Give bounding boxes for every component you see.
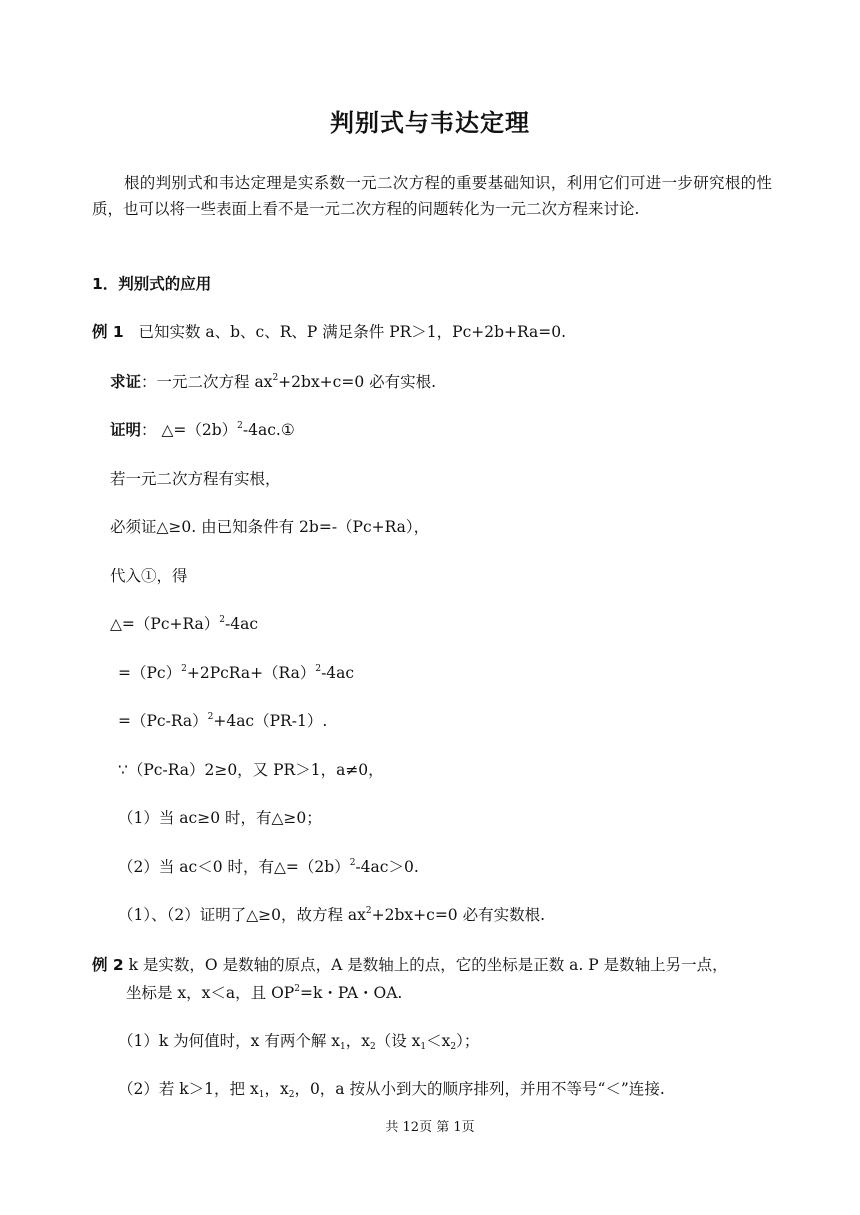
page-footer: 共 12页 第 1页 xyxy=(385,1120,475,1135)
proof-line: 必须证△≥0. 由已知条件有 2b=-（Pc+Ra）， xyxy=(110,518,430,536)
proof-line: $=(Pc)^2+2PcRa+(Ra)^2-4ac$ xyxy=(118,664,355,682)
proof-line: （2）当 ac＜0 时，有$\triangle=(2b)^2-4ac>0$. xyxy=(118,858,419,876)
proof-line: 若一元二次方程有实根， xyxy=(110,470,281,488)
example-2-question-2: （2）若 k＞1，把 $x_1$，$x_2$，0，a 按从小到大的顺序排列，并用不等号“＜”连接. xyxy=(118,1080,665,1100)
prove-statement: 求证：一元二次方程 $ax^2+2bx+c=0$ 必有实根. xyxy=(110,373,437,391)
example-2-label: 例 2 xyxy=(92,956,124,974)
proof-line: 代入①，得 xyxy=(110,567,188,585)
example-2-statement-cont: 坐标是 x，x＜a，且 $OP^2=k$・PA・OA. xyxy=(126,984,403,1002)
proof-line: （1）当 ac≥0 时，有△≥0； xyxy=(118,809,322,827)
proof-label: 证明 xyxy=(110,421,142,439)
prove-label: 求证 xyxy=(110,373,142,391)
section-heading: 1．判别式的应用 xyxy=(92,275,212,293)
proof-start: 证明： $\triangle=(2b)^2-4ac.①$ xyxy=(110,421,295,439)
example-2-question-1: （1）k 为何值时，x 有两个解 $x_1$，$x_2$（设 $x_1<x_2$）； xyxy=(118,1032,480,1052)
proof-line: $=(Pc-Ra)^2+4ac(PR-1)$. xyxy=(118,712,328,730)
intro-paragraph: 根的判别式和韦达定理是实系数一元二次方程的重要基础知识，利用它们可进一步研究根的性质，也可以将一些表面上看不是一元二次方程的问题转化为一元二次方程来讨论. xyxy=(92,174,772,218)
example-2-statement: 例 2 k 是实数，O 是数轴的原点，A 是数轴上的点，它的坐标是正数 a. P 是数轴上另一点， xyxy=(92,956,728,974)
example-1-statement: 例 1 已知实数 a、b、c、R、P 满足条件 PR＞1，Pc+2b+Ra=0. xyxy=(92,323,567,341)
example-1-label: 例 1 xyxy=(92,323,124,341)
proof-line: ∵（Pc-Ra）2≥0，又 PR＞1，a≠0， xyxy=(118,761,384,779)
page-title: 判别式与韦达定理 xyxy=(330,109,530,137)
proof-conclusion: （1）、（2）证明了△≥0，故方程 $ax^2+2bx+c=0$ 必有实数根. xyxy=(118,906,546,924)
proof-line: $\triangle=(Pc+Ra)^2-4ac$ xyxy=(110,615,259,633)
